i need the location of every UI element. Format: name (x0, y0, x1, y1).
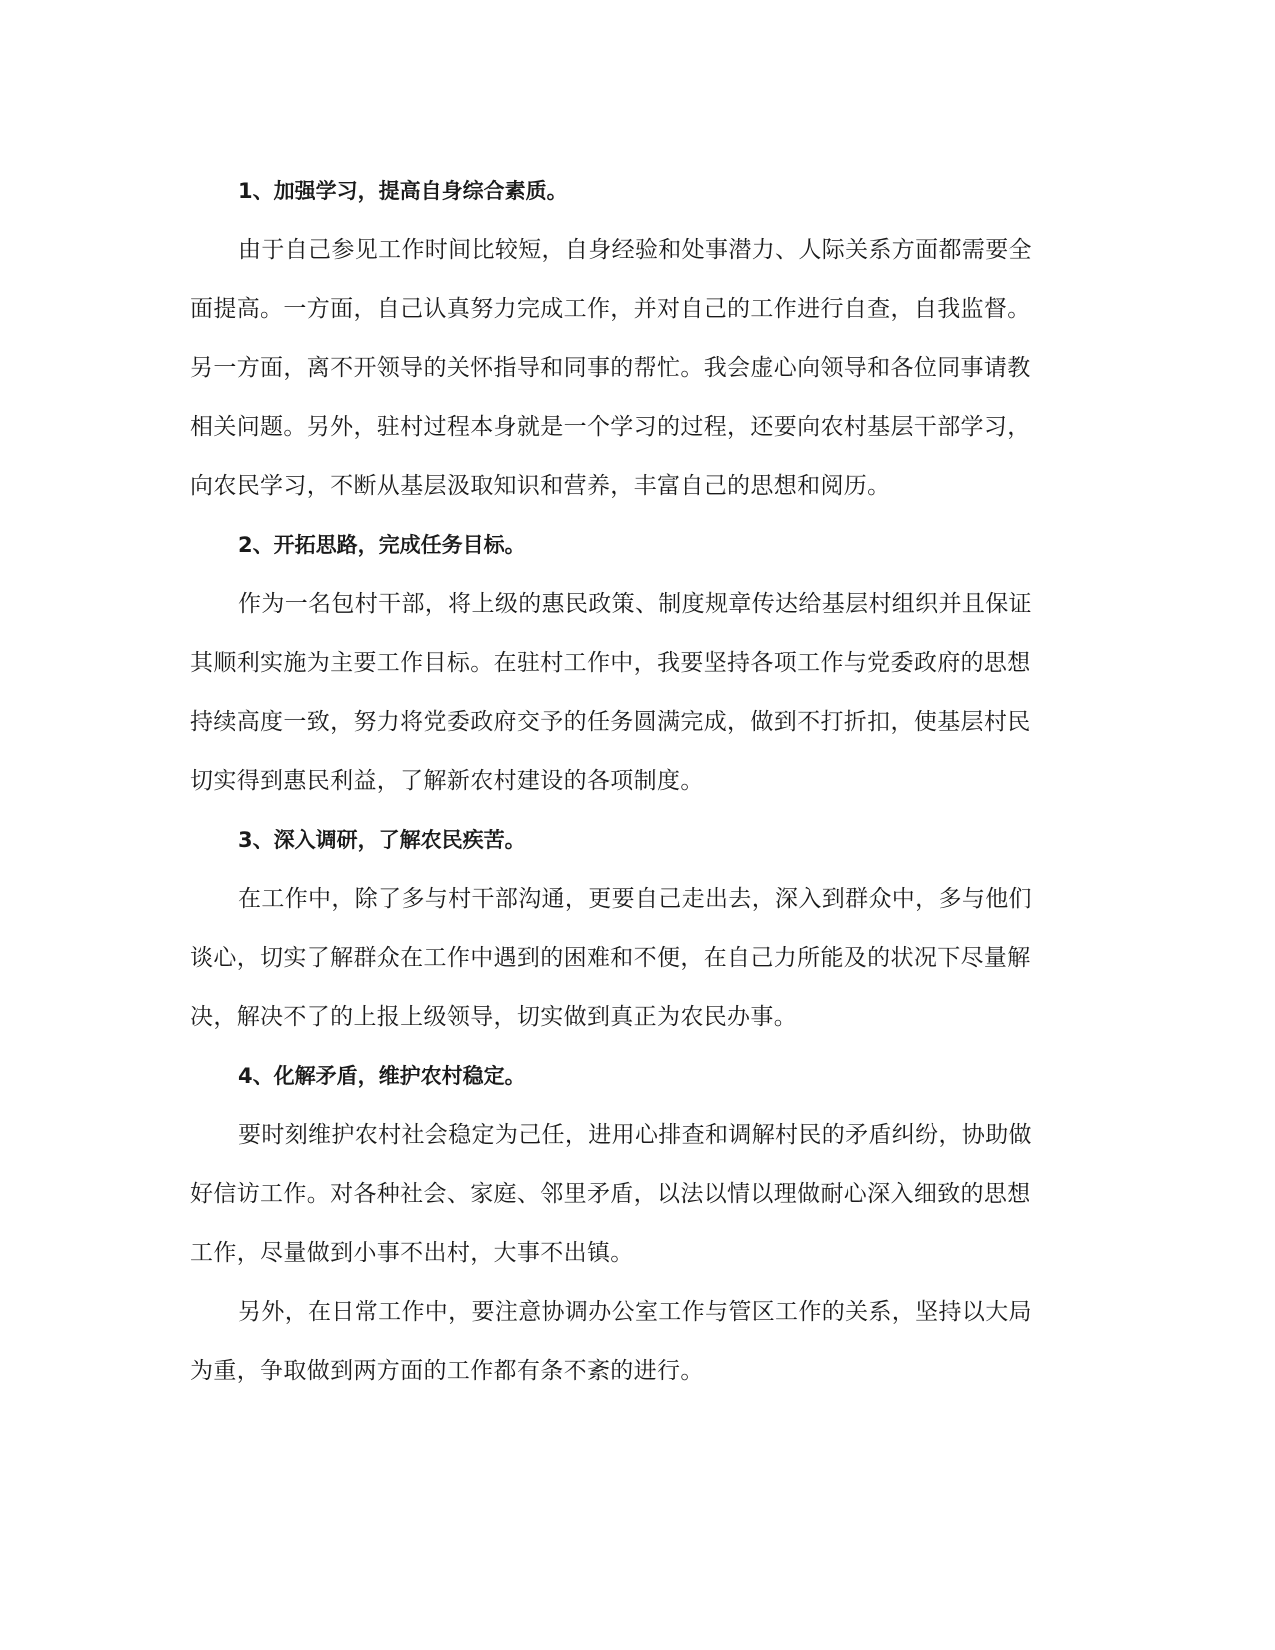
section-heading: 2、开拓思路，完成任务目标。 (238, 533, 526, 557)
closing-paragraph (190, 1283, 1086, 1401)
paragraph-line: 谈心，切实了解群众在工作中遇到的困难和不便，在自己力所能及的状况下尽量解 (190, 945, 1031, 971)
section-2 (190, 516, 1086, 811)
section-3 (190, 811, 1086, 1047)
paragraph-line: 决，解决不了的上报上级领导，切实做到真正为农民办事。 (190, 1004, 798, 1030)
paragraph-line: 在工作中，除了多与村干部沟通，更要自己走出去，深入到群众中，多与他们 (238, 886, 1032, 912)
paragraph-line: 作为一名包村干部，将上级的惠民政策、制度规章传达给基层村组织并且保证 (238, 591, 1032, 617)
paragraph-line: 另一方面，离不开领导的关怀指导和同事的帮忙。我会虚心向领导和各位同事请教 (190, 355, 1031, 381)
section-paragraph (190, 870, 1086, 1047)
paragraph-line: 持续高度一致，努力将党委政府交予的任务圆满完成，做到不打折扣，使基层村民 (190, 709, 1031, 735)
paragraph-line: 由于自己参见工作时间比较短，自身经验和处事潜力、人际关系方面都需要全 (238, 237, 1032, 263)
paragraph-line: 另外，在日常工作中，要注意协调办公室工作与管区工作的关系，坚持以大局 (238, 1299, 1032, 1325)
paragraph-line: 相关问题。另外，驻村过程本身就是一个学习的过程，还要向农村基层干部学习， (190, 414, 1031, 440)
paragraph-line: 好信访工作。对各种社会、家庭、邻里矛盾，以法以情以理做耐心深入细致的思想 (190, 1181, 1031, 1207)
paragraph-line: 其顺利实施为主要工作目标。在驻村工作中，我要坚持各项工作与党委政府的思想 (190, 650, 1031, 676)
section-heading: 3、深入调研，了解农民疾苦。 (238, 828, 526, 852)
section-paragraph (190, 221, 1086, 516)
paragraph-line: 为重，争取做到两方面的工作都有条不紊的进行。 (190, 1358, 704, 1384)
section-1 (190, 162, 1086, 516)
section-paragraph (190, 575, 1086, 811)
section-heading: 4、化解矛盾，维护农村稳定。 (238, 1064, 526, 1088)
section-4 (190, 1047, 1086, 1283)
paragraph-line: 向农民学习，不断从基层汲取知识和营养，丰富自己的思想和阅历。 (190, 473, 891, 499)
section-heading: 1、加强学习，提高自身综合素质。 (238, 179, 568, 203)
paragraph-line: 面提高。一方面，自己认真努力完成工作，并对自己的工作进行自查，自我监督。 (190, 296, 1031, 322)
paragraph-line: 工作，尽量做到小事不出村，大事不出镇。 (190, 1240, 634, 1266)
section-paragraph (190, 1106, 1086, 1283)
document-page (190, 162, 1086, 1401)
paragraph-line: 切实得到惠民利益，了解新农村建设的各项制度。 (190, 768, 704, 794)
paragraph-line: 要时刻维护农村社会稳定为己任，进用心排查和调解村民的矛盾纠纷，协助做 (238, 1122, 1032, 1148)
